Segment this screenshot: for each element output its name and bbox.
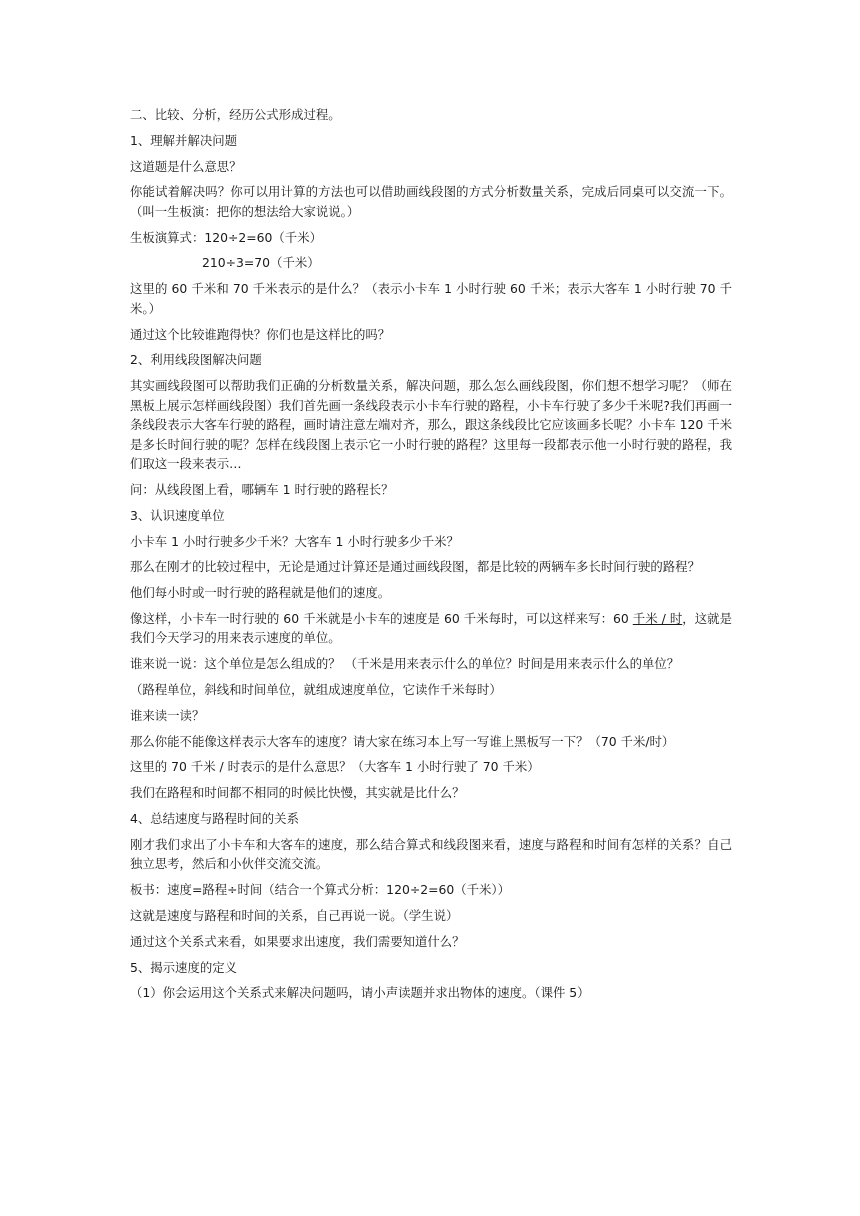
document-body <box>130 105 732 1009</box>
sub-5-heading: 5、揭示速度的定义 <box>130 959 238 975</box>
paragraph: 小卡车 1 小时行驶多少千米？大客车 1 小时行驶多少千米？ <box>130 533 459 549</box>
unit-intro-text-end: ，这就是我们今天学习的用来表示速度的单位。 <box>130 610 733 646</box>
paragraph: 通过这个关系式来看，如果要求出速度，我们需要知道什么？ <box>130 933 465 949</box>
paragraph: 通过这个比较谁跑得快？你们也是这样比的吗？ <box>130 326 391 342</box>
paragraph: 谁来说一说：这个单位是怎么组成的？ （千米是用来表示什么的单位？时间是用来表示什么的单位？ <box>130 656 680 672</box>
sub-2-heading: 2、利用线段图解决问题 <box>130 352 262 368</box>
paragraph: （1）你会运用这个关系式来解决问题吗，请小声读题并求出物体的速度。（课件 5） <box>130 985 590 1001</box>
paragraph: 这道题是什么意思？ <box>130 158 242 174</box>
paragraph: 其实画线段图可以帮助我们正确的分析数量关系，解决问题，那么怎么画线段图，你们想不想学习呢？（师在黑板上展示怎样画线段图）我们首先画一条线段表示小卡车行驶的路程，小卡车行驶了多少千米呢?我们再画一条线段表示大客车行驶的路程，画时请注意左端对齐，那么，跟这条线段比它应该画多长呢？小卡车 120 千米是多长时间行驶的呢？怎样在线段图上表示它一小时行驶的路程？这里每一段都表示他一小时行驶的路程，我们取这一段来表示… <box>130 378 732 472</box>
paragraph: （路程单位，斜线和时间单位，就组成速度单位，它读作千米每时） <box>130 682 502 698</box>
paragraph: 这里的 70 千米 / 时表示的是什么意思？（大客车 1 小时行驶了 70 千米） <box>130 759 540 775</box>
board-calculation-1: 生板演算式：120÷2=60（千米） <box>130 229 322 245</box>
paragraph: 那么你能不能像这样表示大客车的速度？请大家在练习本上写一写谁上黑板写一下？（70 千米/时） <box>130 733 675 749</box>
paragraph: 刚才我们求出了小卡车和大客车的速度，那么结合算式和线段图来看，速度与路程和时间有怎样的关系？自己独立思考，然后和小伙伴交流交流。 <box>130 836 732 872</box>
sub-3-heading: 3、认识速度单位 <box>130 507 225 523</box>
unit-intro-text: 像这样，小卡车一时行驶的 60 千米就是小卡车的速度是 60 千米每时，可以这样来写：60 <box>130 610 633 626</box>
paragraph: 谁来读一读？ <box>130 707 205 723</box>
paragraph: 那么在刚才的比较过程中，无论是通过计算还是通过画线段图，都是比较的两辆车多长时间行驶的路程？ <box>130 559 700 575</box>
sub-4-heading: 4、总结速度与路程时间的关系 <box>130 811 299 827</box>
speed-unit-underlined: 千米 / 时 <box>632 610 683 626</box>
paragraph: 我们在路程和时间都不相同的时候比快慢，其实就是比什么？ <box>130 785 465 801</box>
paragraph: 这里的 60 千米和 70 千米表示的是什么？（表示小卡车 1 小时行驶 60 千米；表示大客车 1 小时行驶 70 千米。） <box>130 281 732 316</box>
board-formula: 板书：速度=路程÷时间（结合一个算式分析：120÷2=60（千米）） <box>130 882 511 898</box>
sub-1-heading: 1、理解并解决问题 <box>130 132 238 148</box>
paragraph: 这就是速度与路程和时间的关系，自己再说一说。（学生说） <box>130 907 459 923</box>
board-calculation-2: 210÷3=70（千米） <box>202 255 320 271</box>
section-2-heading: 二、比较、分析，经历公式形成过程。 <box>130 107 341 122</box>
paragraph: 他们每小时或一时行驶的路程就是他们的速度。 <box>130 585 391 601</box>
paragraph: 你能试着解决吗？你可以用计算的方法也可以借助画线段图的方式分析数量关系，完成后同桌可以交流一下。（叫一生板演：把你的想法给大家说说。） <box>130 184 732 219</box>
paragraph: 问：从线段图上看，哪辆车 1 时行驶的路程长？ <box>130 481 394 497</box>
unit-intro-paragraph <box>130 609 732 648</box>
